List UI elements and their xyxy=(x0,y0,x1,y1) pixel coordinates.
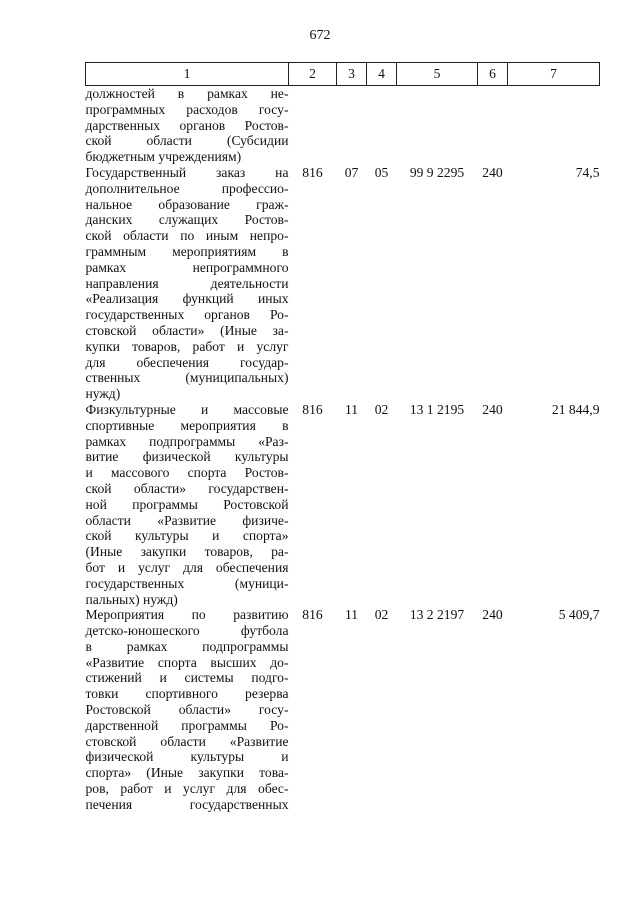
description-line: государственных (муници- xyxy=(85,575,289,591)
header-col-6: 6 xyxy=(478,63,508,86)
table-row xyxy=(86,86,600,165)
description-line: ской области по иным непро- xyxy=(85,228,289,244)
description-line: купки товаров, работ и услуг xyxy=(85,338,289,354)
description-line: программных расходов госу- xyxy=(85,101,289,117)
description-line: детско-юношеского футбола xyxy=(85,623,289,639)
description-line: Государственный заказ на xyxy=(85,164,289,180)
row-subsection: 02 xyxy=(374,607,389,623)
page-number: 672 xyxy=(309,28,331,43)
description-line: «Реализация функций иных xyxy=(85,291,289,307)
description-line: ров, работ и услуг для обес- xyxy=(85,781,289,797)
description-line: нальное образование граж- xyxy=(85,196,289,212)
row-code: 816 xyxy=(302,607,323,623)
description-line: бот и услуг для обеспечения xyxy=(85,559,289,575)
row-section: 11 xyxy=(344,401,359,417)
description-line: рамках непрограммного xyxy=(85,259,289,275)
header-col-7: 7 xyxy=(508,63,600,86)
description-line: рамках подпрограммы «Раз- xyxy=(85,433,289,449)
row-subsection: 02 xyxy=(374,401,389,417)
description-line: печения государственных xyxy=(85,796,289,812)
description-line: спортивные мероприятия в xyxy=(85,417,289,433)
table-row xyxy=(86,402,600,607)
description-line: граммным мероприятиям в xyxy=(85,243,289,259)
row-expense-type: 240 xyxy=(482,401,503,417)
description-line: ской культуры и спорта» xyxy=(85,528,289,544)
header-col-5: 5 xyxy=(397,63,478,86)
description-line: ной программы Ростовской xyxy=(85,496,289,512)
table-header-row xyxy=(86,63,600,86)
description-line: и массового спорта Ростов- xyxy=(85,465,289,481)
description-line: дополнительное профессио- xyxy=(85,180,289,196)
row-section: 07 xyxy=(344,164,359,180)
description-line: дарственной программы Ро- xyxy=(85,717,289,733)
row-subsection xyxy=(367,86,397,165)
row-description xyxy=(86,402,289,607)
row-target-article: 13 2 2197 xyxy=(409,607,465,623)
description-line: в рамках подпрограммы xyxy=(85,638,289,654)
row-expense-type: 240 xyxy=(482,607,503,623)
description-line: ской области (Субсидии xyxy=(85,133,289,149)
description-line: пальных) нужд) xyxy=(85,591,178,607)
header-col-4: 4 xyxy=(367,63,397,86)
row-target-article: 99 9 2295 xyxy=(409,164,465,180)
table-row xyxy=(86,607,600,812)
description-line: физической культуры и xyxy=(85,749,289,765)
row-amount: 5 409,7 xyxy=(558,607,600,623)
description-line: (Иные закупки товаров, ра- xyxy=(85,544,289,560)
description-line: товки спортивного резерва xyxy=(85,686,289,702)
description-line: Мероприятия по развитию xyxy=(85,607,289,623)
description-line: витие физической культуры xyxy=(85,449,289,465)
description-line: области «Развитие физиче- xyxy=(85,512,289,528)
row-code: 816 xyxy=(302,401,323,417)
row-target-article xyxy=(397,86,478,165)
budget-table xyxy=(85,62,600,813)
row-section: 11 xyxy=(344,607,359,623)
row-description xyxy=(86,165,289,402)
description-line: стижений и системы подго- xyxy=(85,670,289,686)
description-line: Физкультурные и массовые xyxy=(85,401,289,417)
row-code: 816 xyxy=(302,164,323,180)
description-line: государственных органов Ро- xyxy=(85,307,289,323)
description-line: направления деятельности xyxy=(85,275,289,291)
table-row xyxy=(86,165,600,402)
description-line: спорта» (Иные закупки това- xyxy=(85,765,289,781)
row-code xyxy=(289,86,337,165)
description-line: Ростовской области» госу- xyxy=(85,702,289,718)
header-col-2: 2 xyxy=(289,63,337,86)
description-line: ской области» государствен- xyxy=(85,480,289,496)
row-amount: 21 844,9 xyxy=(551,401,600,417)
row-section xyxy=(337,86,367,165)
row-expense-type xyxy=(478,86,508,165)
description-line: «Развитие спорта высших до- xyxy=(85,654,289,670)
row-description xyxy=(86,86,289,165)
description-line: стовской области «Развитие xyxy=(85,733,289,749)
description-line: нужд) xyxy=(85,386,121,402)
description-line: данских служащих Ростов- xyxy=(85,212,289,228)
description-line: ственных (муниципальных) xyxy=(85,370,289,386)
description-line: должностей в рамках не- xyxy=(85,86,289,101)
row-description xyxy=(86,607,289,812)
description-line: дарственных органов Ростов- xyxy=(85,117,289,133)
row-amount xyxy=(508,86,600,165)
row-subsection: 05 xyxy=(374,164,389,180)
description-line: для обеспечения государ- xyxy=(85,354,289,370)
row-expense-type: 240 xyxy=(482,164,503,180)
row-target-article: 13 1 2195 xyxy=(409,401,465,417)
description-line: стовской области» (Иные за- xyxy=(85,322,289,338)
description-line: бюджетным учреждениям) xyxy=(85,149,242,165)
row-amount: 74,5 xyxy=(575,164,600,180)
header-col-3: 3 xyxy=(337,63,367,86)
header-col-1: 1 xyxy=(86,63,289,86)
